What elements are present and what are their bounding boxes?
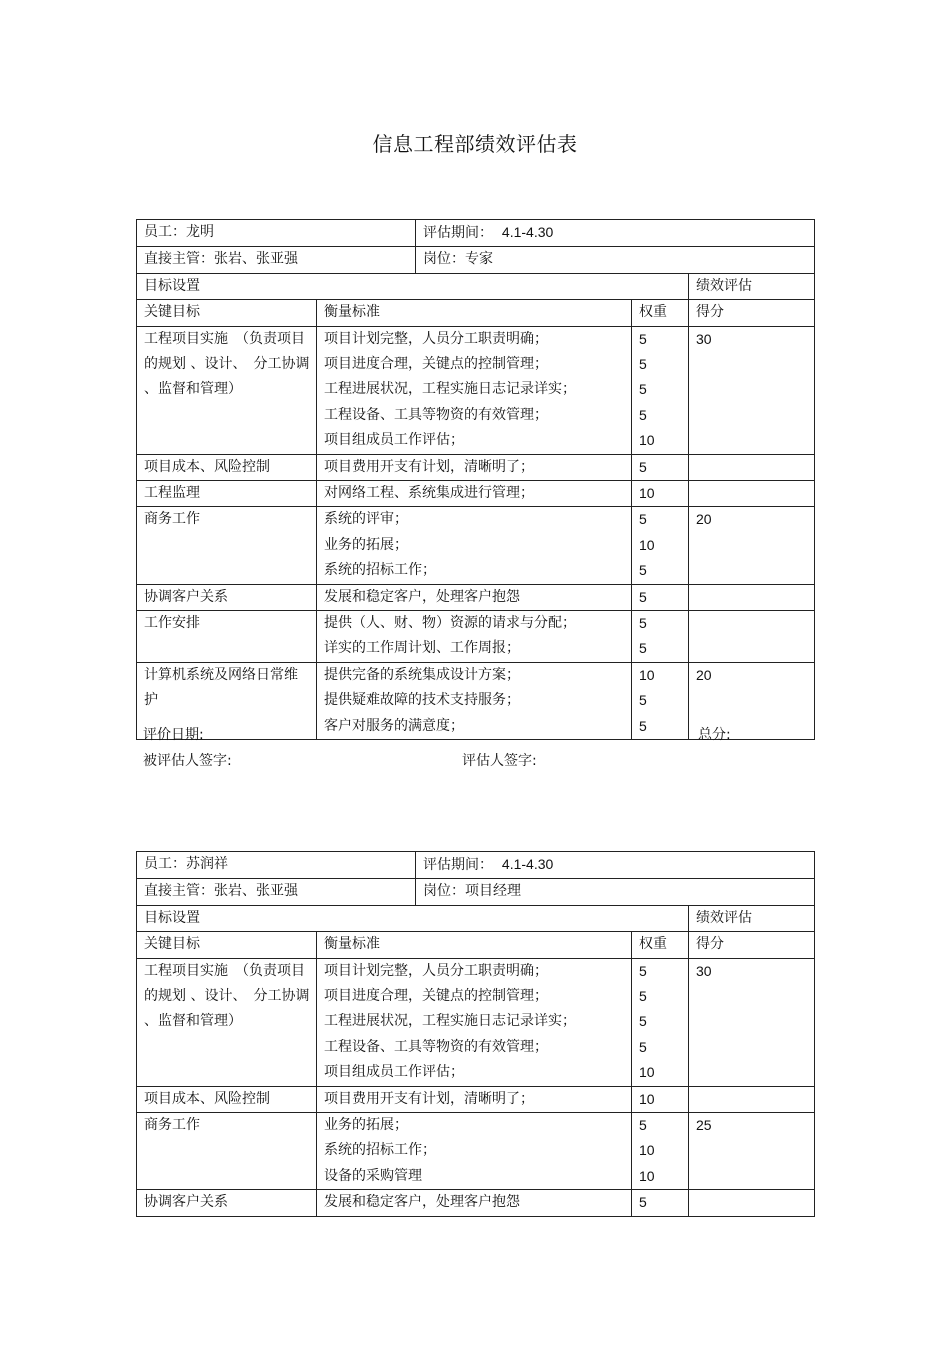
employee-field: 员工：龙明 <box>137 220 416 247</box>
standard-item: 设备的采购管理 <box>324 1167 422 1184</box>
table-row <box>137 1190 815 1216</box>
weight-value: 5 <box>639 381 647 398</box>
weight-value: 5 <box>639 1038 647 1055</box>
weight-value: 10 <box>639 1064 655 1081</box>
standard-cell <box>317 1190 632 1216</box>
weight-cell <box>632 507 689 584</box>
standard-cell <box>317 958 632 1086</box>
score-cell: 30 <box>689 958 815 1086</box>
weight-value: 5 <box>639 406 647 423</box>
table-row <box>137 610 815 662</box>
standard-item: 项目组成员工作评估； <box>324 1064 464 1081</box>
score-cell <box>689 1086 815 1112</box>
section-performance-eval: 绩效评估 <box>689 905 815 931</box>
supervisor-field: 直接主管：张岩、张亚强 <box>137 247 416 273</box>
standard-item: 项目进度合理，关键点的控制管理； <box>324 356 548 373</box>
standard-item: 系统的招标工作； <box>324 562 436 579</box>
standard-item: 系统的招标工作； <box>324 1142 436 1159</box>
weight-cell <box>632 1190 689 1216</box>
standard-item: 提供疑难故障的技术支持服务； <box>324 692 520 709</box>
table-row <box>137 958 815 1086</box>
weight-value: 10 <box>639 536 655 553</box>
column-header-standard: 衡量标准 <box>317 932 632 958</box>
weight-value: 5 <box>639 640 647 657</box>
weight-cell <box>632 1112 689 1189</box>
standard-item: 工程进展状况，工程实施日志记录详实； <box>324 1013 576 1030</box>
key-goal-cell: 工程项目实施 （负责项目的规划 、设计、 分工协调 、监督和管理） <box>137 326 317 454</box>
evaluator-signature-label: 评估人签字: <box>462 753 537 769</box>
standard-item: 详实的工作周计划、工作周报； <box>324 640 520 657</box>
period-field <box>416 220 815 247</box>
column-header-key-goal: 关键目标 <box>137 932 317 958</box>
standard-cell <box>317 662 632 739</box>
standard-item: 发展和稳定客户，处理客户抱怨 <box>324 1194 520 1211</box>
eval-date-label: 评价日期: <box>143 727 204 743</box>
weight-value: 5 <box>639 717 647 734</box>
weight-value: 5 <box>639 458 647 475</box>
score-cell <box>689 610 815 662</box>
column-header-standard: 衡量标准 <box>317 300 632 326</box>
weight-value: 5 <box>639 1116 647 1133</box>
standard-item: 项目计划完整，人员分工职责明确； <box>324 962 548 979</box>
standard-item: 工程设备、工具等物资的有效管理； <box>324 406 548 423</box>
weight-value: 10 <box>639 1142 655 1159</box>
table-row <box>137 507 815 584</box>
evaluation-form-surunxiang <box>136 851 815 1217</box>
standard-item: 提供（人、财、物）资源的请求与分配； <box>324 614 576 631</box>
standard-cell <box>317 584 632 610</box>
standard-cell <box>317 454 632 480</box>
weight-value: 5 <box>639 588 647 605</box>
table-row <box>137 1112 815 1189</box>
score-cell <box>689 480 815 506</box>
score-cell: 20 <box>689 662 815 739</box>
standard-cell <box>317 326 632 454</box>
period-value: 4.1-4.30 <box>501 224 554 240</box>
weight-cell <box>632 480 689 506</box>
key-goal-cell: 协调客户关系 <box>137 584 317 610</box>
weight-value: 10 <box>639 432 655 449</box>
standard-item: 提供完备的系统集成设计方案； <box>324 666 520 683</box>
column-header-score: 得分 <box>689 932 815 958</box>
period-label: 评估期间： <box>423 857 493 873</box>
weight-cell <box>632 326 689 454</box>
key-goal-cell: 协调客户关系 <box>137 1190 317 1216</box>
key-goal-cell: 工程监理 <box>137 480 317 506</box>
score-cell: 25 <box>689 1112 815 1189</box>
weight-value: 10 <box>639 1090 655 1107</box>
standard-cell <box>317 1112 632 1189</box>
score-cell <box>689 584 815 610</box>
period-label: 评估期间： <box>423 225 493 241</box>
standard-item: 项目费用开支有计划，清晰明了； <box>324 1090 534 1107</box>
standard-item: 项目组成员工作评估； <box>324 432 464 449</box>
standard-item: 客户对服务的满意度； <box>324 717 464 734</box>
section-goal-setting: 目标设置 <box>137 905 689 931</box>
position-field: 岗位：项目经理 <box>416 879 815 905</box>
weight-value: 10 <box>639 1167 655 1184</box>
weight-value: 5 <box>639 988 647 1005</box>
weight-value: 5 <box>639 562 647 579</box>
evaluatee-signature-label: 被评估人签字: <box>143 753 232 769</box>
standard-item: 项目计划完整，人员分工职责明确； <box>324 330 548 347</box>
key-goal-cell: 商务工作 <box>137 507 317 584</box>
weight-value: 5 <box>639 330 647 347</box>
score-cell: 30 <box>689 326 815 454</box>
standard-item: 系统的评审； <box>324 511 408 528</box>
standard-item: 工程进展状况，工程实施日志记录详实； <box>324 381 576 398</box>
supervisor-field: 直接主管：张岩、张亚强 <box>137 879 416 905</box>
evaluation-form-longming <box>136 219 815 740</box>
standard-item: 业务的拓展； <box>324 536 408 553</box>
standard-item: 项目费用开支有计划，清晰明了； <box>324 458 534 475</box>
weight-value: 10 <box>639 484 655 501</box>
standard-item: 业务的拓展； <box>324 1116 408 1133</box>
weight-value: 10 <box>639 666 655 683</box>
section-goal-setting: 目标设置 <box>137 273 689 299</box>
key-goal-cell: 商务工作 <box>137 1112 317 1189</box>
page-title: 信息工程部绩效评估表 <box>372 132 578 156</box>
weight-cell <box>632 454 689 480</box>
column-header-weight: 权重 <box>632 300 689 326</box>
key-goal-cell: 项目成本、风险控制 <box>137 454 317 480</box>
key-goal-cell: 工作安排 <box>137 610 317 662</box>
column-header-key-goal: 关键目标 <box>137 300 317 326</box>
weight-value: 5 <box>639 962 647 979</box>
weight-cell <box>632 610 689 662</box>
column-header-score: 得分 <box>689 300 815 326</box>
total-score-label: 总分: <box>698 727 731 743</box>
weight-value: 5 <box>639 614 647 631</box>
table-row <box>137 326 815 454</box>
weight-cell <box>632 662 689 739</box>
standard-cell <box>317 480 632 506</box>
position-field: 岗位：专家 <box>416 247 815 273</box>
standard-cell <box>317 507 632 584</box>
key-goal-cell: 计算机系统及网络日常维护 <box>137 662 317 739</box>
weight-value: 5 <box>639 511 647 528</box>
table-row <box>137 454 815 480</box>
weight-cell <box>632 584 689 610</box>
weight-value: 5 <box>639 356 647 373</box>
period-value: 4.1-4.30 <box>501 856 554 872</box>
key-goal-cell: 工程项目实施 （负责项目的规划 、设计、 分工协调 、监督和管理） <box>137 958 317 1086</box>
standard-item: 对网络工程、系统集成进行管理； <box>324 484 534 501</box>
section-performance-eval: 绩效评估 <box>689 273 815 299</box>
standard-cell <box>317 1086 632 1112</box>
standard-item: 项目进度合理，关键点的控制管理； <box>324 988 548 1005</box>
weight-value: 5 <box>639 1194 647 1211</box>
standard-item: 发展和稳定客户，处理客户抱怨 <box>324 588 520 605</box>
weight-value: 5 <box>639 692 647 709</box>
score-cell <box>689 454 815 480</box>
table-row <box>137 1086 815 1112</box>
score-cell: 20 <box>689 507 815 584</box>
weight-value: 5 <box>639 1013 647 1030</box>
standard-item: 工程设备、工具等物资的有效管理； <box>324 1038 548 1055</box>
key-goal-cell: 项目成本、风险控制 <box>137 1086 317 1112</box>
employee-field: 员工：苏润祥 <box>137 852 416 879</box>
weight-cell <box>632 958 689 1086</box>
table-row <box>137 584 815 610</box>
period-field <box>416 852 815 879</box>
standard-cell <box>317 610 632 662</box>
weight-cell <box>632 1086 689 1112</box>
column-header-weight: 权重 <box>632 932 689 958</box>
score-cell <box>689 1190 815 1216</box>
table-row <box>137 480 815 506</box>
